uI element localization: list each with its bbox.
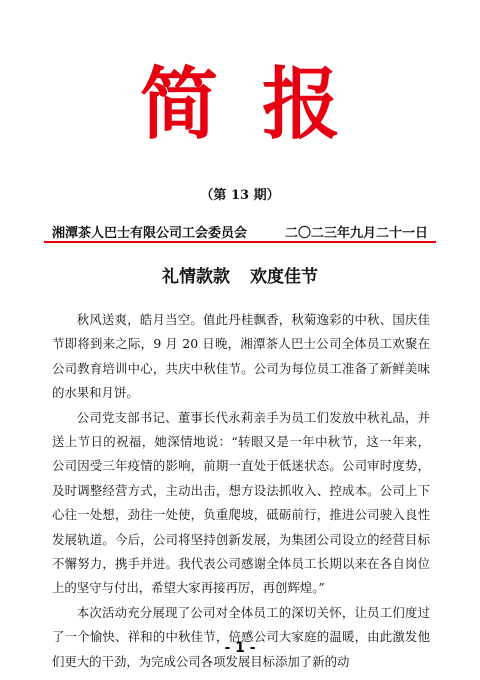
organization-name: 湘潭茶人巴士有限公司工会委员会 (52, 226, 248, 241)
paragraph: 公司党支部书记、董事长代永莉亲手为员工们发放中秋礼品，并送上节日的祝福，她深情地说：“转眼又是一年中秋节，这一年来，公司因受三年疫情的影响，前期一直处于低迷状态。公司审时度势，及时调整经营方式，主动出击，想方设法抓收入、控成本。公司上下心往一处想，劲往一处使，负重爬坡，砥砺前行，推进公司驶入良性发展轨道。今后，公司将坚持创新发展，为集团公司设立的经营目标不懈努力，携手并进。我代表公司感谢全体员工长期以来在各自岗位上的坚守与付出，希望大家再接再厉，再创辉煌。” (52, 409, 430, 596)
article-body (52, 308, 430, 674)
masthead-title: 简报 (139, 59, 384, 150)
article-title (0, 262, 480, 287)
header-divider (44, 241, 436, 243)
paragraph: 秋风送爽，皓月当空。值此丹桂飘香，秋菊逸彩的中秋、国庆佳节即将到来之际，9 月 20 日晚，湘潭茶人巴士公司全体员工欢聚在公司教育培训中心，共庆中秋佳节。公司为每位员工准备了新鲜美味的水果和月饼。 (52, 312, 430, 401)
page-number: - 1 - (224, 640, 256, 656)
article-title-part1: 礼情款款 (162, 267, 230, 287)
header-info-line (52, 222, 428, 241)
issue-date: 二〇二三年九月二十一日 (284, 226, 428, 241)
article-title-part2: 欢度佳节 (250, 267, 318, 287)
paragraph: 本次活动充分展现了公司对全体员工的深切关怀，让员工们度过了一个愉快、祥和的中秋佳节，倍感公司大家庭的温暖，由此激发他们更大的干劲，为完成公司各项发展目标添加了新的动 (52, 604, 430, 669)
issue-number: （第 13 期） (200, 188, 280, 203)
